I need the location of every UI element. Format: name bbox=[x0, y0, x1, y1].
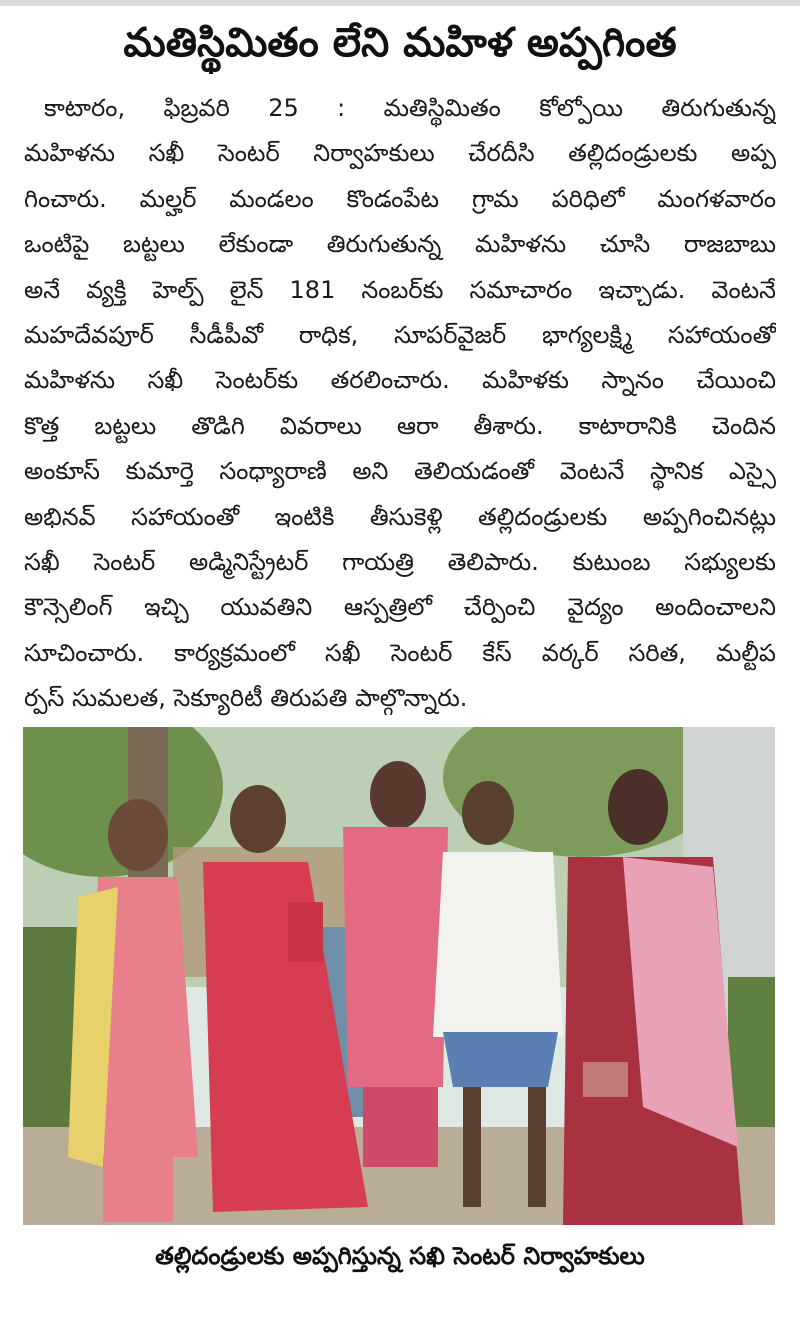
photo-illustration bbox=[23, 727, 775, 1225]
article-body bbox=[24, 86, 776, 722]
photo-caption: తల్లిదండ్రులకు అప్పగిస్తున్న సఖి సెంటర్ నిర్వాహకులు bbox=[155, 1242, 645, 1270]
body-line: మహిళను సఖీ సెంటర్‌కు తరలించారు. మహిళకు స్నానం చేయించి bbox=[24, 366, 776, 395]
body-line: కాటారం, ఫిబ్రవరి 25 : మతిస్థిమితం కోల్పోయి తిరుగుతున్న bbox=[44, 94, 776, 122]
body-line: సూచించారు. కార్యక్రమంలో సఖీ సెంటర్ కేస్ వర్కర్ సరిత, మల్టీప bbox=[24, 638, 776, 667]
body-line: మహిళను సఖీ సెంటర్ నిర్వాహకులు చేరదీసి తల్లిదండ్రులకు అప్ప bbox=[24, 139, 776, 168]
body-line: అభినవ్ సహాయంతో ఇంటికి తీసుకెళ్లి తల్లిదండ్రులకు అప్పగించినట్లు bbox=[24, 502, 776, 531]
body-line: ఒంటిపై బట్టలు లేకుండా తిరుగుతున్న మహిళను చూసి రాజబాబు bbox=[24, 230, 776, 259]
body-line: సఖీ సెంటర్ అడ్మినిస్ట్రేటర్ గాయత్రి తెలిపారు. కుటుంబ సభ్యులకు bbox=[24, 547, 776, 576]
body-line: అంకూస్ కుమార్తె సంధ్యారాణి అని తెలియడంతో వెంటనే స్థానిక ఎస్సై bbox=[24, 457, 776, 486]
body-line: కొత్త బట్టలు తొడిగి వివరాలు ఆరా తీశారు. కాటారానికి చెందిన bbox=[24, 411, 776, 440]
body-line: గించారు. మల్హర్ మండలం కొండంపేట గ్రామ పరిధిలో మంగళవారం bbox=[24, 184, 776, 213]
news-photo bbox=[23, 727, 775, 1225]
body-line: ర్పస్ సుమలత, సెక్యూరిటీ తిరుపతి పాల్గొన్నారు. bbox=[24, 684, 468, 713]
body-line: కౌన్సెలింగ్ ఇచ్చి యువతిని ఆస్పత్రిలో చేర్పించి వైద్యం అందించాలని bbox=[24, 593, 776, 622]
body-line: మహదేవపూర్ సీడీపీవో రాధిక, సూపర్‌వైజర్ భాగ్యలక్ష్మి సహాయంతో bbox=[24, 320, 776, 349]
headline: మతిస్థిమితం లేని మహిళ అప్పగింత bbox=[123, 20, 677, 66]
body-line: అనే వ్యక్తి హెల్ప్ లైన్ 181 నంబర్‌కు సమాచారం ఇచ్చాడు. వెంటనే bbox=[24, 275, 776, 304]
previous-article-edge bbox=[0, 0, 800, 6]
